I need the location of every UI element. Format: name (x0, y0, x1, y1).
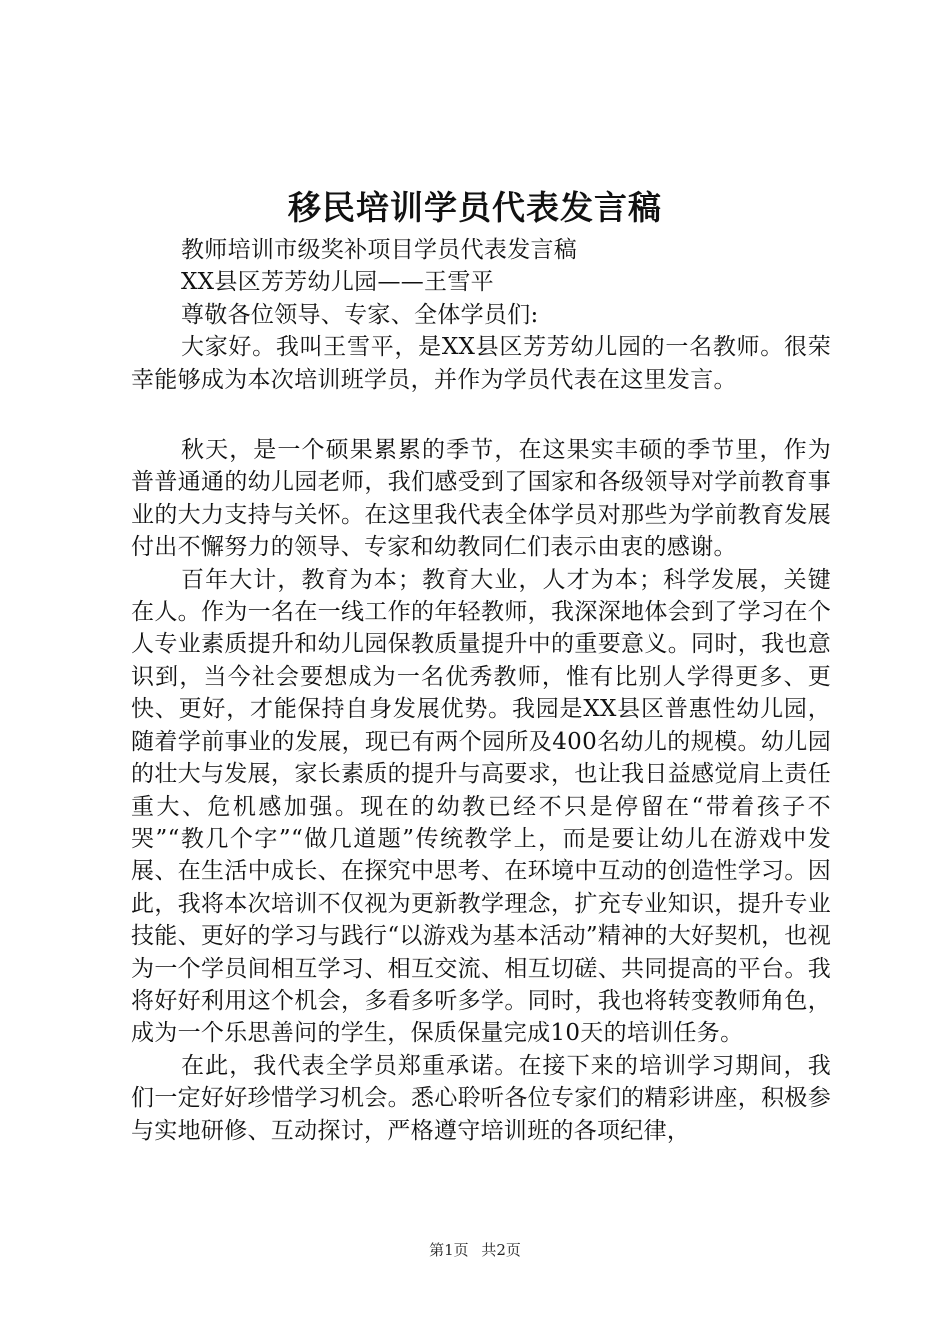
salutation-paragraph: 尊敬各位领导、专家、全体学员们: (181, 301, 539, 328)
education-paragraph: 百年大计，教育为本；教育大业，人才为本；科学发展，关键在人。作为一名在一线工作的年轻教师，我深深地体会到了学习在个人专业素质提升和幼儿园保教质量提升中的重要意义。同时，我也意识到，当今社会要想成为一名优秀教师，惟有比别人学得更多、更快、更好，才能保持自身发展优势。我园是XX县区普惠性幼儿园，随着学前事业的发展，现已有两个园所及400名幼儿的规模。幼儿园的壮大与发展，家长素质的提升与高要求，也让我日益感觉肩上责任重大、危机感加强。现在的幼教已经不只是停留在“带着孩子不哭”“教几个字”“做几道题”传统教学上，而是要让幼儿在游戏中发展、在生活中成长、在探究中思考、在环境中互动的创造性学习。因此，我将本次培训不仅视为更新教学理念，扩充专业知识，提升专业技能、更好的学习与践行“以游戏为基本活动”精神的大好契机，也视为一个学员间相互学习、相互交流、相互切磋、共同提高的平台。我将好好利用这个机会，多看多听多学。同时，我也将转变教师角色，成为一个乐思善问的学生，保质保量完成10天的培训任务。 (131, 566, 831, 1047)
document-body (131, 234, 831, 1147)
greeting-paragraph: 大家好。我叫王雪平，是XX县区芳芳幼儿园的一名教师。很荣幸能够成为本次培训班学员，并作为学员代表在这里发言。 (131, 334, 831, 393)
commitment-paragraph: 在此，我代表全学员郑重承诺。在接下来的培训学习期间，我们一定好好珍惜学习机会。悉心聆听各位专家们的精彩讲座，积极参与实地研修、互动探讨，严格遵守培训班的各项纪律， (131, 1052, 831, 1144)
page-number: 第1页 (429, 1241, 469, 1259)
subtitle-paragraph: 教师培训市级奖补项目学员代表发言稿 (181, 237, 578, 263)
autumn-paragraph: 秋天，是一个硕果累累的季节，在这果实丰硕的季节里，作为普普通通的幼儿园老师，我们感受到了国家和各级领导对学前教育事业的大力支持与关怀。在这里我代表全体学员对那些为学前教育发展付出不懈努力的领导、专家和幼教同仁们表示由衷的感谢。 (131, 437, 831, 561)
document-title: 移民培训学员代表发言稿 (288, 188, 662, 227)
paragraph-spacer (131, 396, 831, 434)
author-paragraph: XX县区芳芳幼儿园——王雪平 (181, 269, 494, 296)
page-total: 共2页 (481, 1241, 521, 1259)
page-footer (0, 1240, 950, 1260)
